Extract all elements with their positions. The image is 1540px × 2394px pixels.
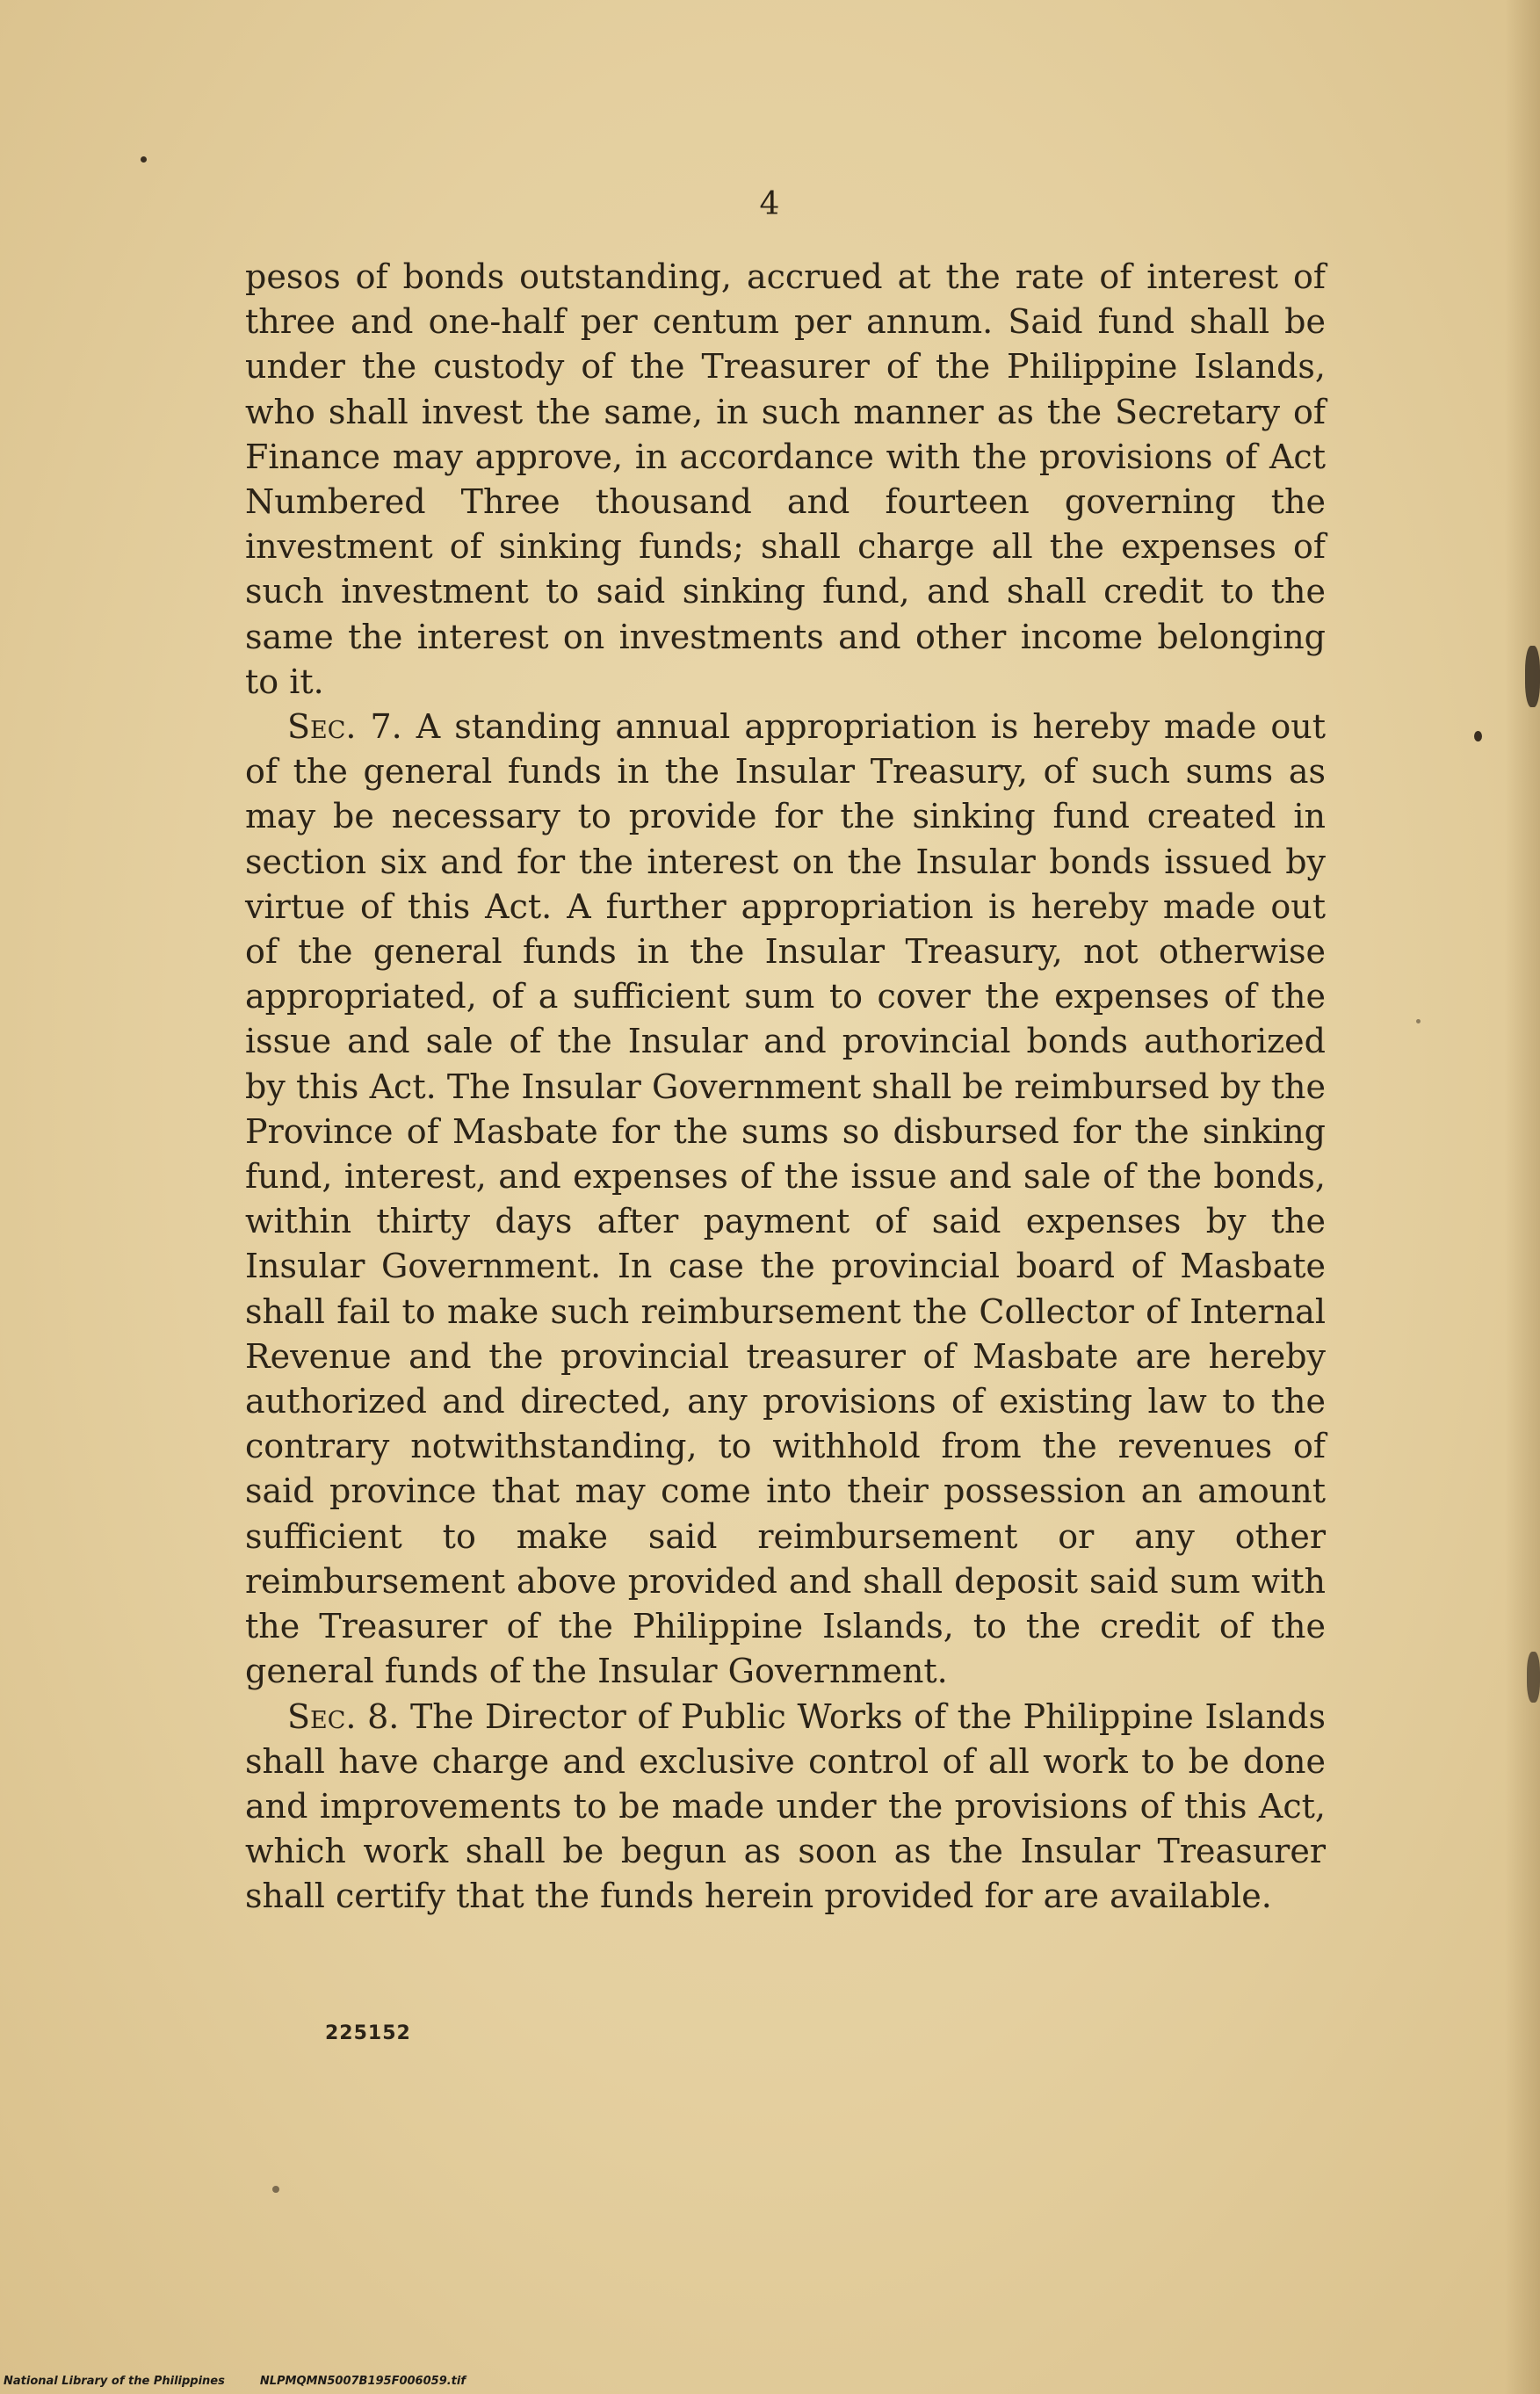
paper-speck [1525, 646, 1540, 707]
digitization-footer [4, 2375, 466, 2388]
paper-speck [141, 156, 147, 163]
print-code: 225152 [325, 2022, 411, 2044]
paragraph-text: The Director of Public Works of the Philippine Islands shall have charge and exclusive control of all work to be done and improvements to be made under the provisions of this Act, which work shall be begun as soon as the Insular Treasurer shall certify that the funds herein provided for are available. [245, 1696, 1326, 1916]
paragraph-text: pesos of bonds outstanding, accrued at the rate of interest of three and one-half per centum per annum. Said fund shall be under the custody of the Treasurer of the Philippine Islands, who shall invest the same, in such manner as the Secretary of Finance may approve, in accordance with the provisions of Act Numbered Three thousand and fourteen governing the investment of sinking funds; shall charge all the expenses of such investment to said sinking fund, and shall credit to the same the interest on investments and other income belonging to it. [245, 257, 1326, 701]
section-label: Sec. 7. [287, 707, 402, 747]
library-credit: National Library of the Philippines [4, 2375, 225, 2388]
paper-speck [1474, 731, 1482, 741]
paper-speck [1527, 1652, 1540, 1703]
paragraph-text: A standing annual appropriation is hereby made out of the general funds in the Insular Treasury, of such sums as may be necessary to provide for the sinking fund created in section six and for the interest on the Insular bonds issued by virtue of this Act. A further appropriation is hereby made out of the general funds in the Insular Treasury, not otherwise appropriated, of a sufficient sum to cover the expenses of the issue and sale of the Insular and provincial bonds authorized by this Act. The Insular Government shall be reimbursed by the Province of Masbate for the sums so disbursed for the sinking fund, interest, and expenses of the issue and sale of the bonds, within thirty days after payment of said expenses by the Insular Government. In case the provincial board of Masbate shall fail to make such reimbursement the Collector of Internal Revenue and the provincial treasurer of Masbate are hereby authorized and directed, any provisions of existing law to the contrary notwithstanding, to withhold from the revenues of said province that may come into their possession an amount sufficient to make said reimbursement or any other reimbursement above provided and shall deposit said sum with the Treasurer of the Philippine Islands, to the credit of the general funds of the Insular Government. [245, 707, 1326, 1691]
page-edge-shadow [1505, 0, 1540, 2394]
paper-speck [1416, 1019, 1421, 1023]
paper-speck [272, 2186, 279, 2193]
paragraph-sec-8 [245, 1695, 1326, 1920]
paragraph-sec-7 [245, 705, 1326, 1694]
file-id: NLPMQMN5007B195F006059.tif [259, 2375, 466, 2388]
section-label: Sec. 8. [287, 1696, 400, 1736]
paragraph-continuation [245, 255, 1326, 705]
body-text [245, 255, 1326, 1920]
page-number: 4 [759, 186, 781, 222]
